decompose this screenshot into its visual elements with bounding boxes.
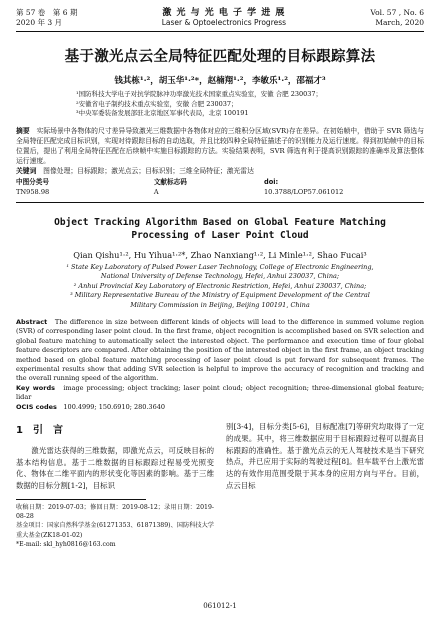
affiliation-en-3a: ³ Military Representative Bureau of the Ministry of Equipment Development of the Central	[70, 291, 370, 299]
doi-field	[264, 177, 390, 197]
affiliations-cn	[16, 90, 424, 119]
title-cn: 基于激光点云全局特征匹配处理的目标跟踪算法	[64, 49, 376, 65]
date-en: March, 2020	[375, 18, 424, 27]
body-columns	[16, 421, 424, 549]
abstract-cn-text: 实际场景中各物体的尺寸差异导致激光三维数据中各物体对应的三维积分区域(SVR)存在差异。在初始帧中，借助于 SVR 筛选与全局特征匹配完成目标识别，实现对待跟踪目标的自动选取，并且比较四种全局特征描述子的识别能力及运行速度。得到初始帧中的目标位置后，提出了利用全局特征匹配在后续帧中实施目标跟踪的方法。实验结果表明，SVR 筛选有利于提高识别跟踪的准确率及算法整体运行速度。	[16, 126, 424, 165]
doc-code-field	[154, 177, 230, 197]
volume-en: Vol. 57 , No. 6	[370, 8, 424, 17]
section-rule	[16, 202, 424, 203]
keywords-en-text: image processing; object tracking; laser point cloud; object recognition; three-dimensional global feature; lidar	[16, 383, 425, 402]
title-en-line-1: Object Tracking Algorithm Based on Global Feature Matching	[54, 216, 386, 228]
volume-cn: 第 57 卷 第 6 期	[16, 8, 78, 17]
affiliation-cn-1: ¹国防科技大学电子对抗学院脉冲功率激光技术国家重点实验室，安徽 合肥 230037；	[76, 90, 323, 98]
page-number: 061012-1	[203, 602, 237, 610]
doc-code-value: A	[153, 187, 159, 196]
keywords-cn-label: 关键词	[16, 166, 37, 175]
clc-field	[16, 177, 120, 197]
section-title: 引 言	[32, 425, 63, 437]
ocis-text: 100.4999; 150.6910; 280.3640	[56, 402, 165, 411]
authors-en: Qian Qishu¹·², Hu Yihua¹·²*, Zhao Nanxiang¹·², Li Minle¹·², Shao Fucai³	[73, 249, 367, 260]
abstract-cn	[16, 126, 424, 166]
body-paragraph-right: 别[3-4]，目标分类[5-6]，目标配准[7]等研究均取得了一定的成果。其中，将三维数据应用于目标跟踪过程可以提高目标跟踪的准确性。基于激光点云的无人驾驶技术是当下研究热点，并已应用于实际的驾驶过程[8]。但车载平台上激光雷达的有效作用范围受限于其本身的应用方向与平台。目前，点云目标	[226, 422, 424, 491]
doi-value: 10.3788/LOP57.061012	[263, 187, 344, 196]
header-rule	[16, 31, 424, 32]
ocis-codes	[16, 403, 424, 412]
ocis-label: OCIS codes	[16, 402, 57, 411]
affiliation-en-3b: Military Commission in Beijing, Beijing 100191, China	[130, 300, 310, 309]
body-paragraph-left: 激光雷达获得的三维数据，即激光点云，可反映目标的基本结构信息。基于二维数据的目标跟踪过程易受光照变化、物体在二维平面内的形状变化等因素的影响。基于三维数据的目标分割[1-2]，目标识	[16, 445, 214, 491]
keywords-cn-text: 图像处理；目标跟踪；激光点云；目标识别；三维全局特征；激光雷达	[36, 166, 254, 175]
running-header	[16, 8, 424, 28]
title-en-line-2: Processing of Laser Point Cloud	[131, 230, 309, 241]
header-left	[16, 8, 77, 28]
affiliation-en-1a: ¹ State Key Laboratory of Pulsed Power Laser Technology, College of Electronic Engineering,	[66, 262, 374, 271]
affiliation-cn-2: ²安徽省电子制约技术重点实验室，安徽 合肥 230037；	[76, 99, 238, 108]
header-journal	[162, 8, 286, 28]
journal-name-en: Laser & Optoelectronics Progress	[161, 18, 287, 27]
header-right	[370, 8, 424, 28]
footnote-received: 收稿日期：2019-07-03；修回日期：2019-08-12；录用日期：2019-08-28	[16, 504, 214, 521]
section-number: 1	[16, 425, 23, 437]
doc-code-label: 文献标志码	[153, 177, 187, 186]
body-column-right	[226, 421, 424, 549]
clc-value: TN958.98	[16, 187, 50, 196]
affiliation-cn-3: ³中央军委装备发展部驻北京地区军事代表局，北京 100191	[76, 109, 249, 117]
doi-label: doi:	[263, 177, 279, 186]
footnote-email: *E-mail: skl_hyh0816@163.com	[16, 540, 116, 548]
title-en	[16, 216, 424, 243]
journal-name-cn: 激 光 与 光 电 子 学 进 展	[162, 8, 286, 18]
affiliations-en	[16, 263, 424, 311]
keywords-cn	[16, 166, 424, 176]
footnote-fund: 基金项目：国家自然科学基金(61271353、61871389)、国防科技大学重大基金(ZK18-01-02)	[16, 522, 214, 539]
keywords-en-label: Key words	[16, 383, 55, 392]
abstract-cn-label: 摘要	[16, 126, 30, 135]
affiliation-en-2: ² Anhui Provincial Key Laboratory of Electronic Restriction, Hefei, Anhui 230037, China;	[73, 281, 367, 290]
abstract-en	[16, 318, 424, 384]
date-cn: 2020 年 3 月	[16, 18, 63, 27]
section-heading	[16, 425, 214, 437]
abstract-en-label: Abstract	[16, 318, 48, 326]
footnote-rule	[16, 499, 146, 500]
affiliation-en-1b: National University of Defense Technology, Hefei, Anhui 230037, China;	[100, 272, 340, 280]
clc-label: 中图分类号	[16, 177, 49, 186]
classification-line	[16, 177, 424, 197]
body-column-left	[16, 421, 214, 549]
abstract-en-text: The difference in size between different kinds of objects will lead to the difference in summed volume region (SVR) of corresponding laser point cloud. In the first frame, object recognition is accomplished based on SVR selection and global feature matching to automatically select the interested object. The performance and execution time of four global feature descriptors are compared. After obtaining the position of the interested object in the first frame, an object tracking method based on global feature matching processing of laser point cloud is put forward for subsequent frames. The experimental results show that adding SVR selection is helpful to improve the accuracy of recognition and tracking and the overall running speed of the algorithm.	[16, 318, 424, 383]
authors-cn: 钱其栋¹·²，胡玉华¹·²*，赵楠翔¹·²，李敏乐¹·²，邵福才³	[114, 76, 326, 86]
keywords-en	[16, 384, 424, 403]
